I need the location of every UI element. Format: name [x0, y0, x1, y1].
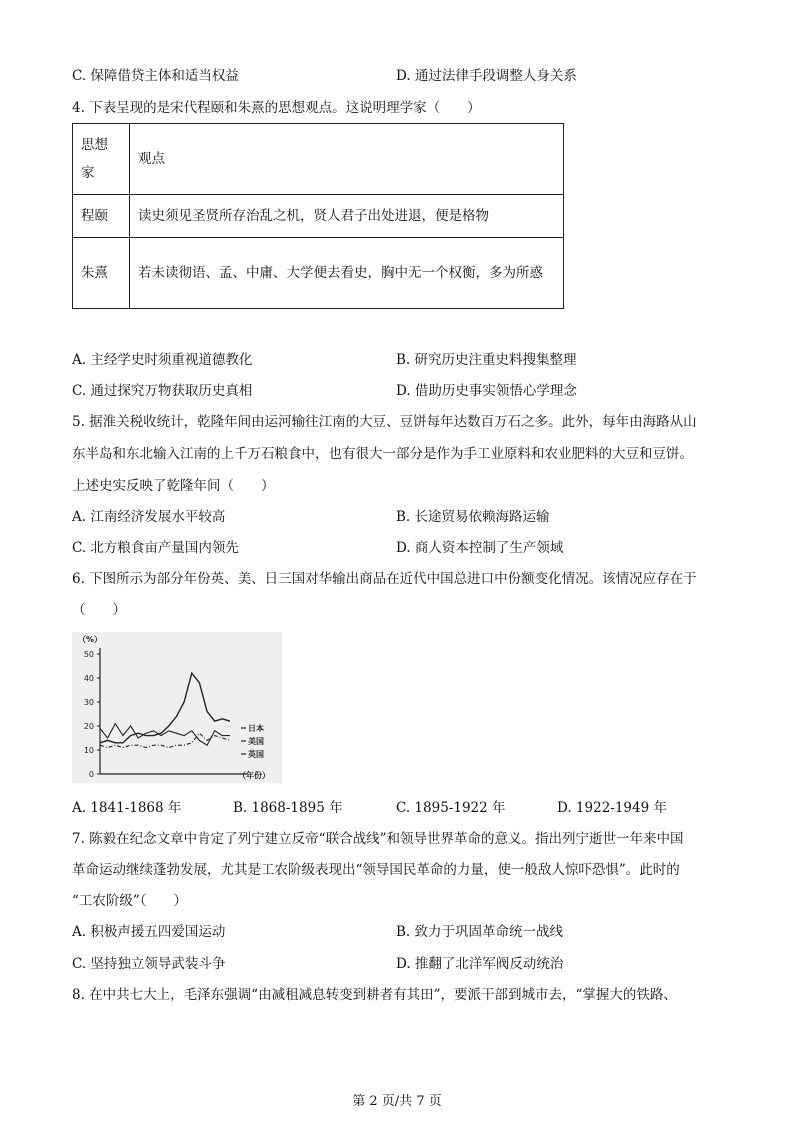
- q4-option-a: A. 主经学史时须重视道德教化: [72, 352, 253, 368]
- trade-share-chart: [72, 632, 282, 783]
- chart-y-tick-label: 50: [83, 650, 94, 659]
- q5-option-b: B. 长途贸易依赖海路运输: [396, 509, 550, 525]
- chart-background: [72, 632, 282, 783]
- chart-y-tick-label: 30: [83, 698, 94, 707]
- table-row: [73, 238, 564, 309]
- table-header-view: 观点: [130, 124, 564, 195]
- q5-stem-line2: 东半岛和东北输入江南的上千万石粮食中，也有很大一部分是作为手工业原料和农业肥料的大豆和豆饼。: [72, 446, 693, 462]
- table-cell-name: 朱熹: [73, 238, 130, 309]
- q7-stem-line3: “工农阶级”（ ）: [72, 893, 188, 909]
- q6-option-d: D. 1922-1949 年: [557, 800, 667, 816]
- q6-stem-line1: 6. 下图所示为部分年份英、美、日三国对华输出商品在近代中国总进口中份额变化情况。该情况应存在于: [72, 571, 697, 587]
- q7-option-d: D. 推翻了北洋军阀反动统治: [396, 956, 564, 972]
- table-header-thinker: 思想家: [73, 124, 130, 195]
- q5-stem-line1: 5. 据淮关税收统计，乾隆年间由运河输往江南的大豆、豆饼每年达数百万石之多。此外，每年由海路从山: [72, 414, 697, 430]
- q4-stem: 4. 下表呈现的是宋代程颐和朱熹的思想观点。这说明理学家（ ）: [72, 100, 481, 116]
- q5-option-a: A. 江南经济发展水平较高: [72, 509, 226, 525]
- q6-option-b: B. 1868-1895 年: [233, 800, 343, 816]
- chart-y-axis-label: （%）: [78, 635, 103, 644]
- chart-legend-label: 日本: [248, 724, 264, 733]
- table-cell-name: 程颐: [73, 195, 130, 238]
- chart-y-tick-label: 10: [83, 746, 94, 755]
- q7-stem-line1: 7. 陈毅在纪念文章中肯定了列宁建立反帝“联合战线”和领导世界革命的意义。指出列宁逝世一年来中国: [72, 831, 684, 847]
- q6-option-c: C. 1895-1922 年: [396, 800, 506, 816]
- q7-option-c: C. 坚持独立领导武装斗争: [72, 956, 226, 972]
- q8-stem-line1: 8. 在中共七大上，毛泽东强调“由减租减息转变到耕者有其田”，要派干部到城市去，“掌握大的铁路、: [72, 987, 677, 1003]
- chart-legend-label: 英国: [248, 750, 264, 759]
- table-header-row: [73, 124, 564, 195]
- q5-option-d: D. 商人资本控制了生产领域: [396, 540, 564, 556]
- chart-svg: [72, 632, 282, 783]
- chart-y-tick-label: 0: [88, 770, 94, 779]
- q5-stem-line3: 上述史实反映了乾隆年间（ ）: [72, 478, 275, 494]
- q3-option-d: D. 通过法律手段调整人身关系: [396, 68, 577, 84]
- q6-option-a: A. 1841-1868 年: [72, 800, 182, 816]
- q4-option-d: D. 借助历史事实领悟心学理念: [396, 383, 577, 399]
- chart-y-tick-label: 40: [83, 674, 94, 683]
- q4-option-c: C. 通过探究万物获取历史真相: [72, 383, 253, 399]
- table-cell-view: 读史须见圣贤所存治乱之机，贤人君子出处进退，便是格物: [130, 195, 564, 238]
- chart-legend-label: 美国: [248, 737, 264, 746]
- table-row: [73, 195, 564, 238]
- q5-option-c: C. 北方粮食亩产量国内领先: [72, 540, 239, 556]
- q6-stem-line2: （ ）: [72, 602, 126, 618]
- q7-option-b: B. 致力于巩固革命统一战线: [396, 924, 564, 940]
- thinker-table: [72, 123, 564, 309]
- q7-option-a: A. 积极声援五四爱国运动: [72, 924, 226, 940]
- page-footer: 第 2 页/共 7 页: [352, 1094, 442, 1109]
- q4-option-b: B. 研究历史注重史料搜集整理: [396, 352, 577, 368]
- q7-stem-line2: 革命运动继续蓬勃发展，尤其是工农阶级表现出“领导国民革命的力量，使一般敌人惊吓恐惧”。此时的: [72, 862, 680, 878]
- q3-option-c: C. 保障借贷主体和适当权益: [72, 68, 239, 84]
- chart-y-tick-label: 20: [83, 722, 94, 731]
- chart-x-axis-label: （年份）: [238, 771, 270, 780]
- table-cell-view: 若未读彻语、孟、中庸、大学便去看史，胸中无一个权衡，多为所惑: [130, 238, 564, 309]
